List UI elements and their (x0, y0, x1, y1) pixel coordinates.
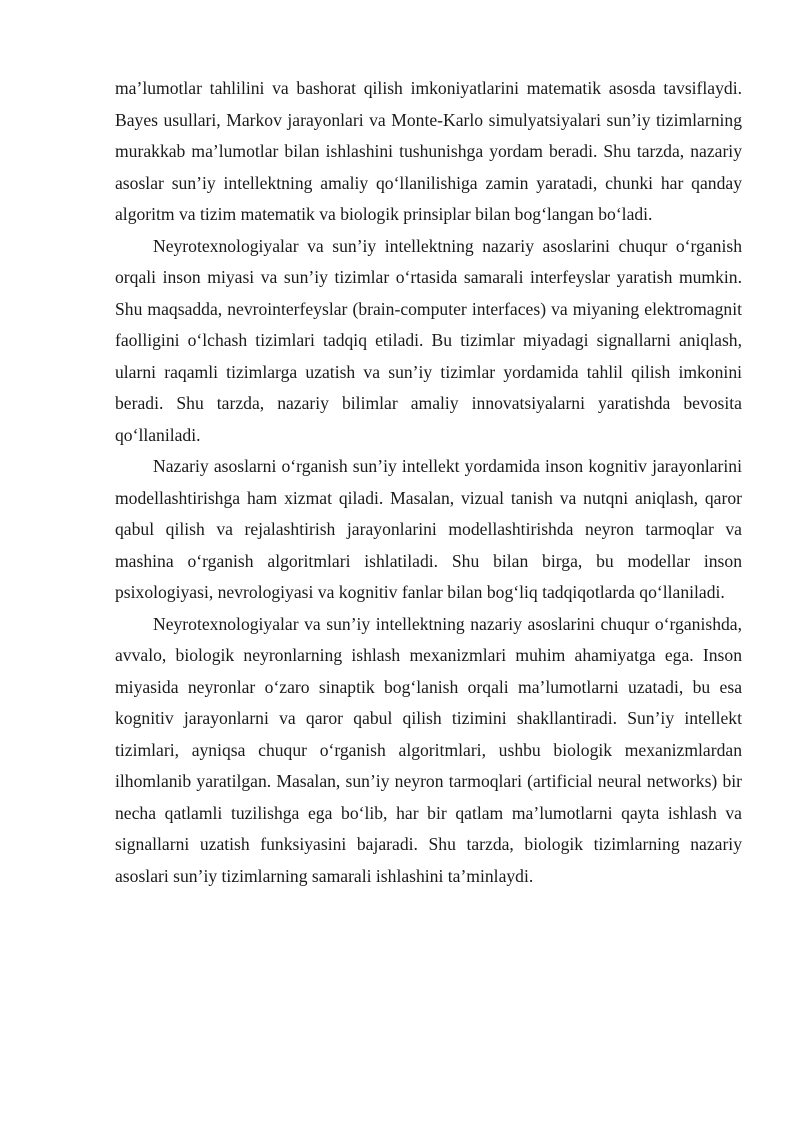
paragraph-biological-neurons: Neyrotexnologiyalar va sun’iy intellektning nazariy asoslarini chuqur o‘rganishda, avvalo, biologik neyronlarning ishlash mexanizmlari muhim ahamiyatga ega. Inson miyasida neyronlar o‘zaro sinaptik bog‘lanish orqali ma’lumotlarni uzatadi, bu esa kognitiv jarayonlarni va qaror qabul qilish tizimini shakllantiradi. Sun’iy intellekt tizimlari, ayniqsa chuqur o‘rganish algoritmlari, ushbu biologik mexanizmlardan ilhomlanib yaratilgan. Masalan, sun’iy neyron tarmoqlari (artificial neural networks) bir necha qatlamli tuzilishga ega bo‘lib, har bir qatlam ma’lumotlarni qayta ishlash va signallarni uzatish funksiyasini bajaradi. Shu tarzda, biologik tizimlarning nazariy asoslari sun’iy tizimlarning samarali ishlashini ta’minlaydi. (115, 613, 742, 886)
paragraph-neurointerfaces: Neyrotexnologiyalar va sun’iy intellektning nazariy asoslarini chuqur o‘rganish orqali inson miyasi va sun’iy tizimlar o‘rtasida samarali interfeyslar yaratish mumkin. Shu maqsadda, nevrointerfeyslar (brain-computer interfaces) va miyaning elektromagnit faolligini o‘lchash tizimlari tadqiq etiladi. Bu tizimlar miyadagi signallarni aniqlash, ularni raqamli tizimlarga uzatish va sun’iy tizimlar yordamida tahlil qilish imkonini beradi. Shu tarzda, nazariy bilimlar amaliy innovatsiyalarni yaratishda bevosita qo‘llaniladi. (115, 235, 742, 445)
paragraph-continuation: ma’lumotlar tahlilini va bashorat qilish imkoniyatlarini matematik asosda tavsiflaydi. Bayes usullari, Markov jarayonlari va Monte-Karlo simulyatsiyalari sun’iy tizimlarning murakkab ma’lumotlar bilan ishlashini tushunishga yordam beradi. Shu tarzda, nazariy asoslar sun’iy intellektning amaliy qo‘llanilishiga zamin yaratadi, chunki har qanday algoritm va tizim matematik va biologik prinsiplar bilan bog‘langan bo‘ladi. (115, 78, 742, 224)
document-body (115, 73, 742, 892)
paragraph-cognitive-modeling: Nazariy asoslarni o‘rganish sun’iy intellekt yordamida inson kognitiv jarayonlarini modellashtirishga ham xizmat qiladi. Masalan, vizual tanish va nutqni aniqlash, qaror qabul qilish va rejalashtirish jarayonlarini modellashtirishda neyron tarmoqlar va mashina o‘rganish algoritmlari ishlatiladi. Shu bilan birga, bu modellar inson psixologiyasi, nevrologiyasi va kognitiv fanlar bilan bog‘liq tadqiqotlarda qo‘llaniladi. (115, 456, 742, 602)
